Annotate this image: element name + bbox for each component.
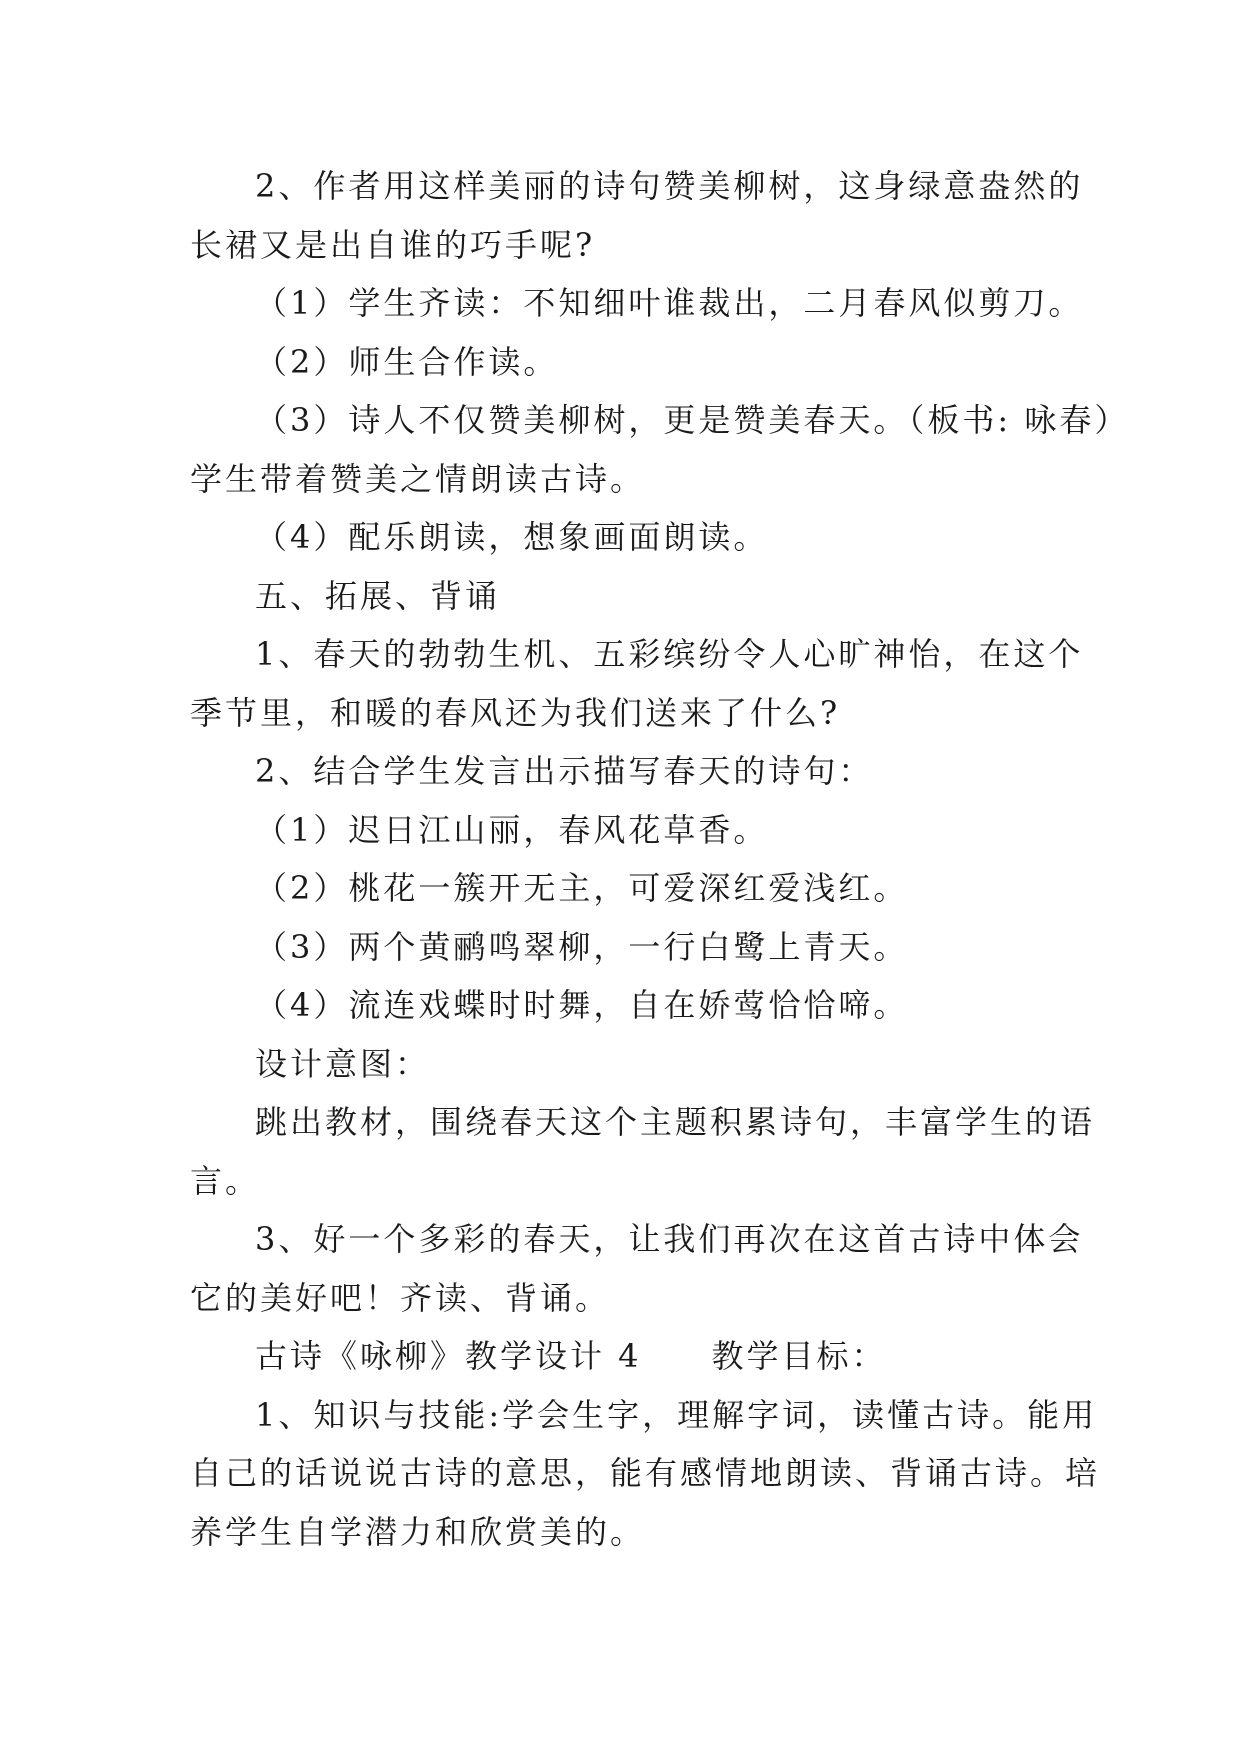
- text-line: 2、作者用这样美丽的诗句赞美柳树，这身绿意盎然的: [255, 167, 1084, 205]
- section-heading: 古诗《咏柳》教学设计 4 教学目标：: [255, 1337, 887, 1375]
- poem-line: （4）流连戏蝶时时舞，自在娇莺恰恰啼。: [255, 986, 909, 1024]
- poem-line: （1）迟日江山丽，春风花草香。: [255, 811, 769, 849]
- text-line: 3、好一个多彩的春天，让我们再次在这首古诗中体会: [255, 1220, 1084, 1258]
- text-line: 言。: [190, 1162, 261, 1200]
- text-line: 2、结合学生发言出示描写春天的诗句：: [255, 752, 874, 790]
- poem-line: （3）两个黄鹂鸣翠柳，一行白鹭上青天。: [255, 928, 909, 966]
- text-line: 它的美好吧！齐读、背诵。: [190, 1279, 611, 1317]
- text-line: 1、春天的勃勃生机、五彩缤纷令人心旷神怡，在这个: [255, 635, 1084, 673]
- text-line: 1、知识与技能:学会生字，理解字词，读懂古诗。能用: [255, 1396, 1098, 1434]
- text-line: 养学生自学潜力和欣赏美的。: [190, 1513, 646, 1551]
- text-line: （2）师生合作读。: [255, 343, 559, 381]
- design-intent-heading: 设计意图：: [255, 1045, 431, 1083]
- text-line: 自己的话说说古诗的意思，能有感情地朗读、背诵古诗。培: [190, 1454, 1101, 1492]
- poem-line: （2）桃花一簇开无主，可爱深红爱浅红。: [255, 869, 909, 907]
- text-line: （3）诗人不仅赞美柳树，更是赞美春天。（板书: 咏春）: [255, 401, 1130, 439]
- text-line: 季节里，和暖的春风还为我们送来了什么?: [190, 694, 841, 732]
- section-heading: 五、拓展、背诵: [255, 577, 501, 615]
- text-line: 跳出教材，围绕春天这个主题积累诗句，丰富学生的语: [255, 1103, 1096, 1141]
- text-line: （1）学生齐读：不知细叶谁裁出，二月春风似剪刀。: [255, 284, 1084, 322]
- text-line: （4）配乐朗读，想象画面朗读。: [255, 518, 769, 556]
- text-line: 学生带着赞美之情朗读古诗。: [190, 460, 646, 498]
- text-line: 长裙又是出自谁的巧手呢?: [190, 226, 596, 264]
